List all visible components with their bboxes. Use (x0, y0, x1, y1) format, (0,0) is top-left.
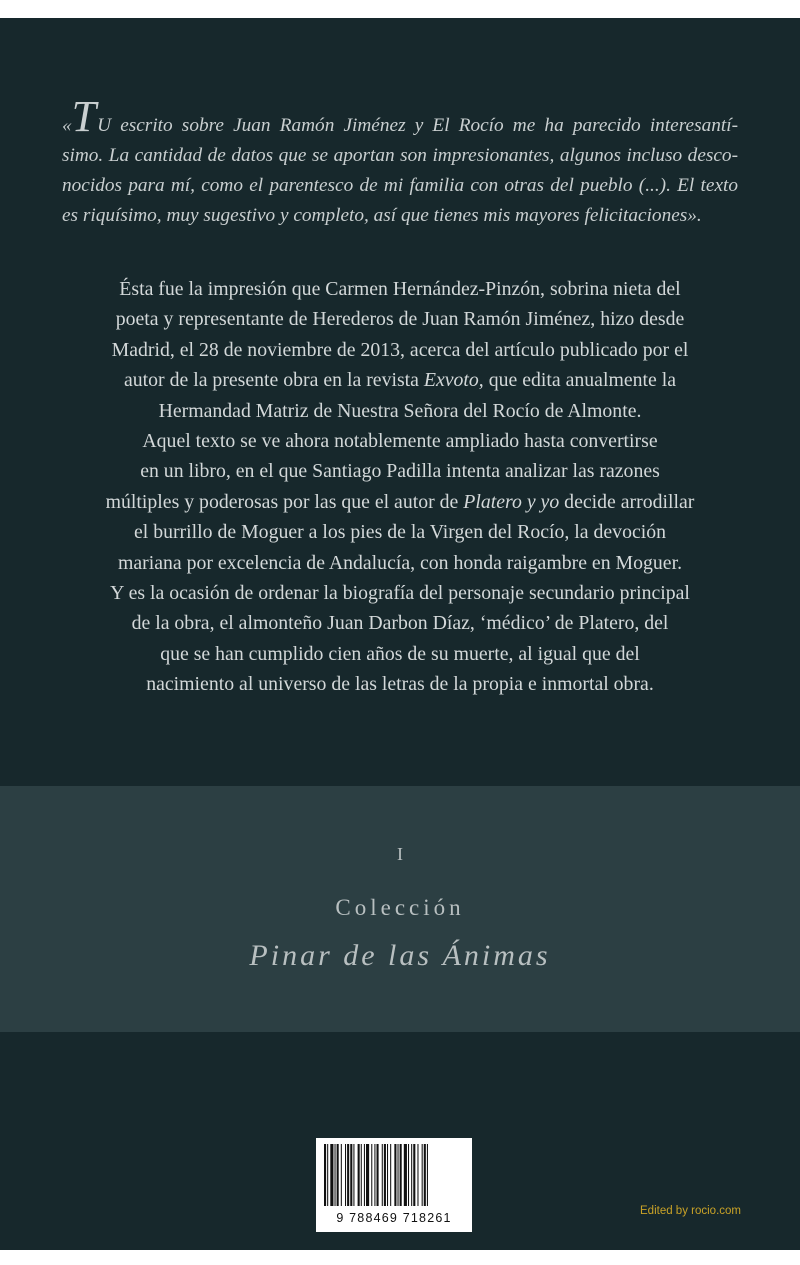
barcode-bar (424, 1144, 426, 1206)
barcode-bar (411, 1144, 412, 1206)
barcode-bar (400, 1144, 402, 1206)
synopsis-line: Madrid, el 28 de noviembre de 2013, acerca del artículo publicado por el (111, 338, 689, 361)
barcode-bar (364, 1144, 365, 1206)
barcode-bar (361, 1144, 362, 1206)
synopsis-line: nacimiento al universo de las letras de la propia e inmortal obra. (146, 673, 654, 696)
isbn-number: 9 788469 718261 (316, 1206, 472, 1230)
barcode-bar (327, 1144, 328, 1206)
barcode-bar (358, 1144, 360, 1206)
testimonial-quote (62, 92, 738, 231)
synopsis-text: decide arrodillar (559, 490, 695, 513)
barcode-bar (350, 1144, 352, 1206)
synopsis-line: poeta y representante de Herederos de Juan Ramón Jiménez, hizo desde (115, 308, 685, 331)
barcode-bar (347, 1144, 349, 1206)
quote-line: es riquísimo, muy sugestivo y completo, así que tienes mis mayores felicitaciones». (62, 205, 702, 226)
opening-guillemet: « (62, 115, 72, 136)
barcode-bar (374, 1144, 375, 1206)
synopsis-line (40, 487, 760, 517)
quote-line (62, 92, 738, 141)
synopsis-text: que edita anualmente la (483, 369, 676, 392)
synopsis-line: el burrillo de Moguer a los pies de la Virgen del Rocío, la devoción (133, 521, 667, 544)
barcode-bars (316, 1138, 472, 1208)
cover-background (0, 18, 800, 1250)
quote-line: nocidos para mí, como el parentesco de mi familia con otras del pueblo (...). El texto (62, 175, 738, 196)
barcode-bar (341, 1144, 342, 1206)
barcode-bar (335, 1144, 336, 1206)
synopsis-line: Hermandad Matriz de Nuestra Señora del Rocío de Almonte. (158, 399, 642, 422)
synopsis-paragraph (40, 274, 760, 700)
quote-line-text: U escrito sobre Juan Ramón Jiménez y El Rocío me ha parecido interesantí- (97, 115, 738, 136)
barcode-bar (427, 1144, 428, 1206)
barcode-bar (404, 1144, 407, 1206)
synopsis-line: en un libro, en el que Santiago Padilla intenta analizar las razones (140, 460, 660, 483)
synopsis-line (40, 365, 760, 395)
barcode-bar (398, 1144, 399, 1206)
barcode-bar (324, 1144, 326, 1206)
collection-label: Colección (335, 895, 465, 920)
barcode-bar (382, 1144, 383, 1206)
collection-number: I (397, 844, 403, 864)
barcode-bar (345, 1144, 346, 1206)
top-margin (0, 0, 800, 18)
barcode-bar (353, 1144, 354, 1206)
book-title: Platero y yo (463, 490, 560, 513)
barcode-bar (422, 1144, 423, 1206)
barcode-bar (371, 1144, 372, 1206)
barcode-bar (387, 1144, 388, 1206)
barcode-bar (377, 1144, 379, 1206)
synopsis-line: mariana por excelencia de Andalucía, con honda raigambre en Moguer. (117, 551, 683, 574)
drop-initial: T (71, 92, 98, 141)
synopsis-text: autor de la presente obra en la revista (124, 369, 424, 392)
barcode-bar (408, 1144, 409, 1206)
collection-name: Pinar de las Ánimas (249, 939, 551, 972)
barcode-bar (394, 1144, 396, 1206)
barcode-bar (337, 1144, 339, 1206)
barcode-bar (390, 1144, 391, 1206)
publisher-credit: Edited by rocio.com (640, 1205, 741, 1217)
barcode-bar (366, 1144, 369, 1206)
synopsis-text: múltiples y poderosas por las que el autor de (105, 490, 464, 513)
magazine-title: Exvoto, (423, 369, 484, 392)
barcode-bar (330, 1144, 333, 1206)
barcode-bar (384, 1144, 386, 1206)
quote-line: simo. La cantidad de datos que se aportan son impresionantes, algunos incluso desco- (62, 145, 738, 166)
barcode-bar (413, 1144, 415, 1206)
synopsis-line: que se han cumplido cien años de su muerte, al igual que del (160, 642, 640, 665)
barcode-bar (417, 1144, 418, 1206)
synopsis-line: Aquel texto se ve ahora notablemente ampliado hasta convertirse (142, 430, 658, 453)
synopsis-line: Y es la ocasión de ordenar la biografía del personaje secundario principal (110, 582, 690, 605)
bottom-margin (0, 1250, 800, 1265)
synopsis-line: Ésta fue la impresión que Carmen Hernández-Pinzón, sobrina nieta del (119, 278, 681, 300)
synopsis-line: de la obra, el almonteño Juan Darbon Díaz, ‘médico’ de Platero, del (131, 612, 669, 635)
isbn-barcode (316, 1138, 472, 1232)
